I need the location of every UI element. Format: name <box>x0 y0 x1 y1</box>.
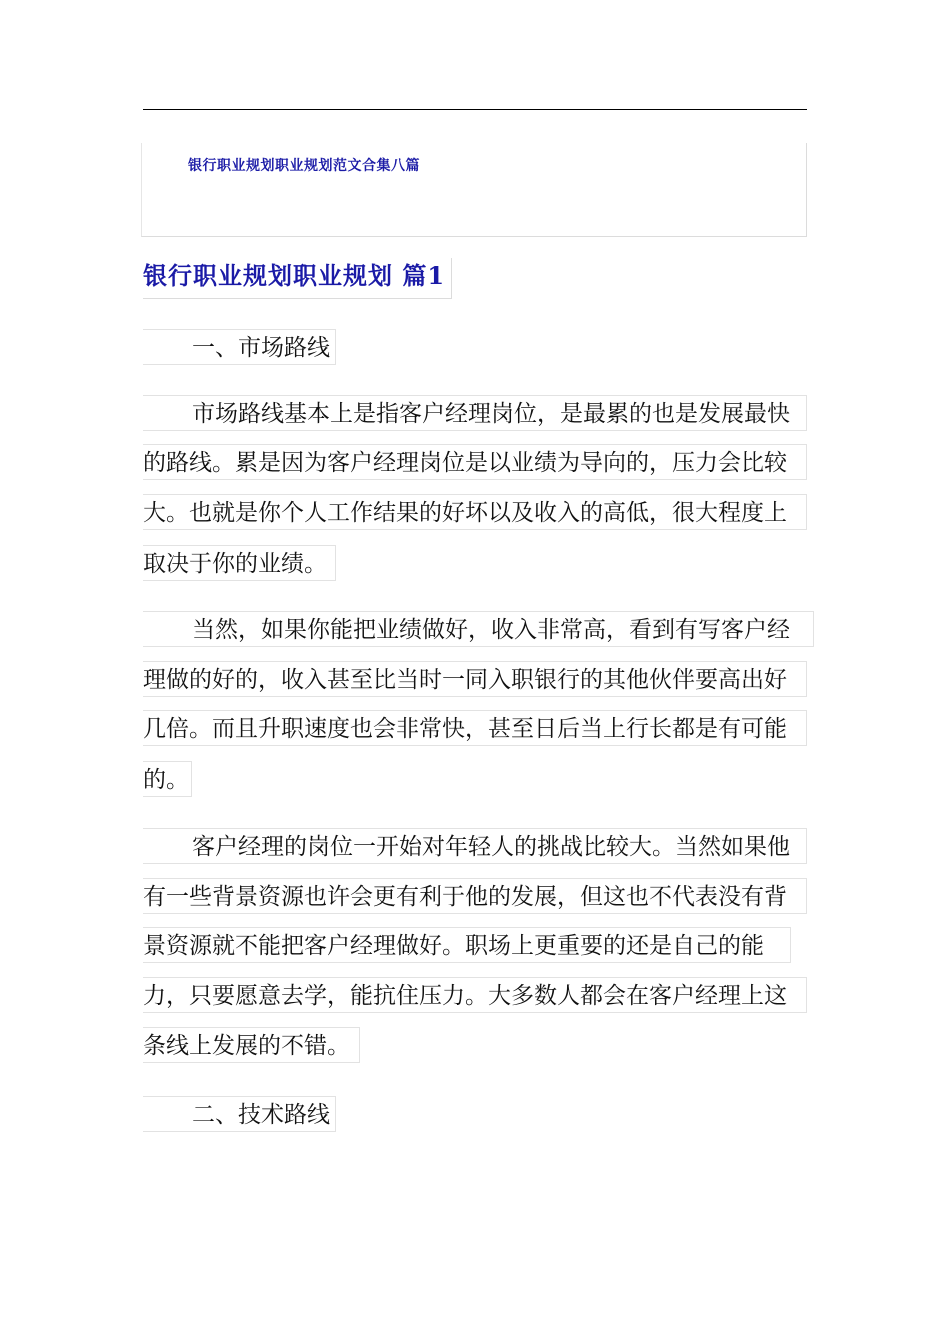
paragraph-3-line-1: 客户经理的岗位一开始对年轻人的挑战比较大。当然如果他 <box>143 828 807 864</box>
paragraph-2-line-2: 理做的好的，收入甚至比当时一同入职银行的其他伙伴要高出好 <box>143 661 807 697</box>
heading-market-route: 一、市场路线 <box>143 329 336 365</box>
header-title: 银行职业规划职业规划范文合集八篇 <box>188 158 420 174</box>
paragraph-3-line-5: 条线上发展的不错。 <box>143 1027 360 1063</box>
heading-technical-route: 二、技术路线 <box>143 1096 336 1132</box>
paragraph-1-line-4: 取决于你的业绩。 <box>143 545 336 581</box>
section-title: 银行职业规划职业规划 篇1 <box>143 258 452 299</box>
paragraph-1-line-3: 大。也就是你个人工作结果的好坏以及收入的高低，很大程度上 <box>143 494 807 530</box>
paragraph-2-line-3: 几倍。而且升职速度也会非常快，甚至日后当上行长都是有可能 <box>143 710 807 746</box>
paragraph-2-line-4: 的。 <box>143 761 192 797</box>
header-box <box>141 143 807 237</box>
paragraph-3-line-4: 力，只要愿意去学，能抗住压力。大多数人都会在客户经理上这 <box>143 977 807 1013</box>
paragraph-2-line-1: 当然，如果你能把业绩做好，收入非常高，看到有写客户经 <box>143 611 814 647</box>
paragraph-1-line-1: 市场路线基本上是指客户经理岗位，是最累的也是发展最快 <box>143 395 807 431</box>
paragraph-3-line-2: 有一些背景资源也许会更有利于他的发展，但这也不代表没有背 <box>143 878 807 914</box>
paragraph-3-line-3: 景资源就不能把客户经理做好。职场上更重要的还是自己的能 <box>143 927 791 963</box>
top-rule <box>143 109 807 110</box>
paragraph-1-line-2: 的路线。累是因为客户经理岗位是以业绩为导向的，压力会比较 <box>143 444 807 480</box>
